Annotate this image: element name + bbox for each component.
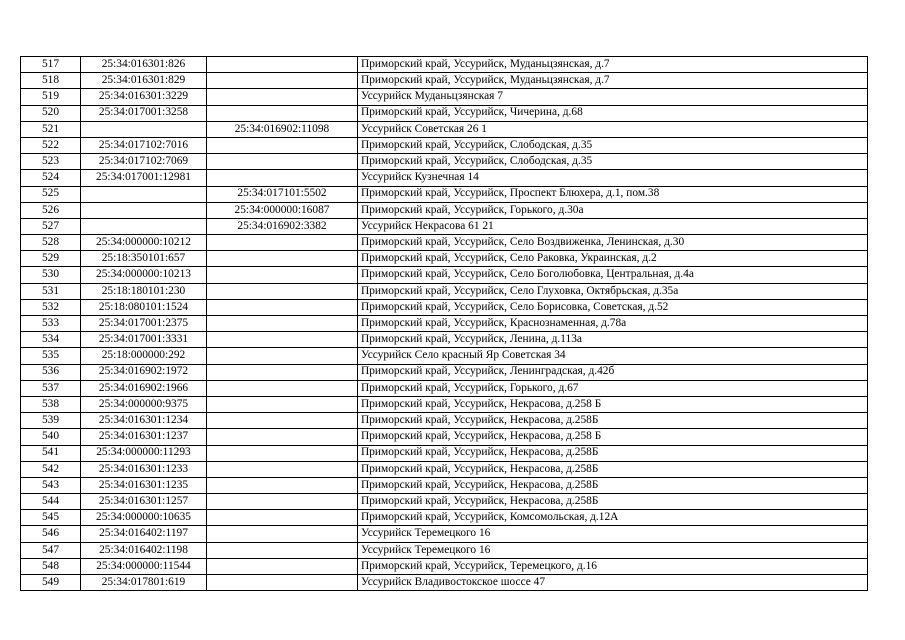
alt-cadastral-number-cell: 25:34:017101:5502: [207, 186, 358, 202]
alt-cadastral-number-cell: [207, 429, 358, 445]
table-row: [21, 494, 868, 510]
cadastral-number-cell: 25:34:000000:10213: [81, 267, 207, 283]
row-number-cell: 533: [21, 316, 81, 332]
address-cell: Приморский край, Уссурийск, Проспект Блюхера, д.1, пом.38: [358, 186, 868, 202]
cadastral-number-cell: 25:34:017001:3331: [81, 332, 207, 348]
alt-cadastral-number-cell: [207, 558, 358, 574]
cadastral-number-cell: 25:34:000000:9375: [81, 396, 207, 412]
cadastral-number-cell: 25:34:016301:1235: [81, 477, 207, 493]
table-row: [21, 348, 868, 364]
address-cell: Уссурийск Муданьцзянская 7: [358, 89, 868, 105]
address-cell: Уссурийск Кузнечная 14: [358, 170, 868, 186]
cadastral-number-cell: 25:34:016902:1966: [81, 380, 207, 396]
cadastral-number-cell: 25:34:000000:11544: [81, 558, 207, 574]
cadastral-number-cell: 25:34:017102:7016: [81, 137, 207, 153]
table-row: [21, 413, 868, 429]
alt-cadastral-number-cell: [207, 575, 358, 591]
table-row: [21, 526, 868, 542]
row-number-cell: 528: [21, 235, 81, 251]
table-row: [21, 251, 868, 267]
cadastral-number-cell: [81, 186, 207, 202]
address-cell: Приморский край, Уссурийск, Горького, д.30а: [358, 202, 868, 218]
address-cell: Приморский край, Уссурийск, Некрасова, д.258Б: [358, 445, 868, 461]
cadastral-number-cell: [81, 121, 207, 137]
table-row: [21, 154, 868, 170]
row-number-cell: 547: [21, 542, 81, 558]
table-row: [21, 575, 868, 591]
cadastral-number-cell: 25:34:000000:10635: [81, 510, 207, 526]
table-row: [21, 332, 868, 348]
address-cell: Приморский край, Уссурийск, Теремецкого, д.16: [358, 558, 868, 574]
row-number-cell: 544: [21, 494, 81, 510]
row-number-cell: 523: [21, 154, 81, 170]
table-row: [21, 299, 868, 315]
alt-cadastral-number-cell: [207, 170, 358, 186]
address-cell: Приморский край, Уссурийск, Село Боголюбовка, Центральная, д.4а: [358, 267, 868, 283]
table-row: [21, 218, 868, 234]
row-number-cell: 536: [21, 364, 81, 380]
address-cell: Приморский край, Уссурийск, Некрасова, д.258Б: [358, 477, 868, 493]
address-cell: Приморский край, Уссурийск, Некрасова, д.258Б: [358, 494, 868, 510]
table-row: [21, 316, 868, 332]
cadastral-number-cell: 25:34:017102:7069: [81, 154, 207, 170]
cadastral-number-cell: 25:18:080101:1524: [81, 299, 207, 315]
table-row: [21, 510, 868, 526]
address-cell: Приморский край, Уссурийск, Некрасова, д.258Б: [358, 413, 868, 429]
alt-cadastral-number-cell: [207, 494, 358, 510]
row-number-cell: 525: [21, 186, 81, 202]
alt-cadastral-number-cell: [207, 413, 358, 429]
cadastral-number-cell: 25:18:350101:657: [81, 251, 207, 267]
address-cell: Уссурийск Владивостокское шоссе 47: [358, 575, 868, 591]
row-number-cell: 541: [21, 445, 81, 461]
alt-cadastral-number-cell: [207, 105, 358, 121]
address-cell: Приморский край, Уссурийск, Некрасова, д.258Б: [358, 461, 868, 477]
address-cell: Приморский край, Уссурийск, Ленинградская, д.42б: [358, 364, 868, 380]
cadastral-number-cell: 25:18:000000:292: [81, 348, 207, 364]
address-cell: Приморский край, Уссурийск, Село Раковка, Украинская, д.2: [358, 251, 868, 267]
cadastral-number-cell: 25:34:016301:3229: [81, 89, 207, 105]
cadastral-number-cell: 25:34:017801:619: [81, 575, 207, 591]
address-cell: Приморский край, Уссурийск, Муданьцзянская, д.7: [358, 57, 868, 73]
address-cell: Уссурийск Некрасова 61 21: [358, 218, 868, 234]
cadastral-number-cell: 25:34:016301:1233: [81, 461, 207, 477]
cadastral-number-cell: 25:34:016301:1257: [81, 494, 207, 510]
row-number-cell: 526: [21, 202, 81, 218]
address-cell: Уссурийск Теремецкого 16: [358, 526, 868, 542]
cadastral-number-cell: [81, 202, 207, 218]
row-number-cell: 524: [21, 170, 81, 186]
row-number-cell: 532: [21, 299, 81, 315]
address-cell: Приморский край, Уссурийск, Слободская, д.35: [358, 154, 868, 170]
row-number-cell: 538: [21, 396, 81, 412]
table-row: [21, 542, 868, 558]
address-cell: Приморский край, Уссурийск, Село Борисовка, Советская, д.52: [358, 299, 868, 315]
row-number-cell: 521: [21, 121, 81, 137]
registry-table-body: [21, 57, 868, 591]
table-row: [21, 57, 868, 73]
row-number-cell: 522: [21, 137, 81, 153]
cadastral-number-cell: 25:34:016301:1234: [81, 413, 207, 429]
address-cell: Приморский край, Уссурийск, Краснознаменная, д.78а: [358, 316, 868, 332]
alt-cadastral-number-cell: [207, 526, 358, 542]
table-row: [21, 461, 868, 477]
alt-cadastral-number-cell: [207, 348, 358, 364]
alt-cadastral-number-cell: [207, 461, 358, 477]
cadastral-number-cell: 25:34:000000:10212: [81, 235, 207, 251]
address-cell: Уссурийск Советская 26 1: [358, 121, 868, 137]
cadastral-number-cell: 25:34:016402:1198: [81, 542, 207, 558]
cadastral-number-cell: 25:34:016402:1197: [81, 526, 207, 542]
alt-cadastral-number-cell: [207, 267, 358, 283]
alt-cadastral-number-cell: 25:34:016902:11098: [207, 121, 358, 137]
row-number-cell: 539: [21, 413, 81, 429]
alt-cadastral-number-cell: [207, 235, 358, 251]
row-number-cell: 540: [21, 429, 81, 445]
alt-cadastral-number-cell: [207, 299, 358, 315]
table-row: [21, 364, 868, 380]
alt-cadastral-number-cell: [207, 137, 358, 153]
address-cell: Приморский край, Уссурийск, Горького, д.67: [358, 380, 868, 396]
alt-cadastral-number-cell: [207, 477, 358, 493]
table-row: [21, 89, 868, 105]
cadastral-number-cell: 25:34:017001:3258: [81, 105, 207, 121]
table-row: [21, 121, 868, 137]
row-number-cell: 545: [21, 510, 81, 526]
address-cell: Приморский край, Уссурийск, Комсомольская, д.12А: [358, 510, 868, 526]
alt-cadastral-number-cell: [207, 73, 358, 89]
table-row: [21, 186, 868, 202]
table-row: [21, 558, 868, 574]
address-cell: Приморский край, Уссурийск, Село Воздвиженка, Ленинская, д.30: [358, 235, 868, 251]
table-row: [21, 105, 868, 121]
address-cell: Уссурийск Теремецкого 16: [358, 542, 868, 558]
alt-cadastral-number-cell: [207, 332, 358, 348]
alt-cadastral-number-cell: [207, 396, 358, 412]
alt-cadastral-number-cell: [207, 542, 358, 558]
cadastral-number-cell: 25:34:017001:2375: [81, 316, 207, 332]
cadastral-number-cell: 25:34:016301:1237: [81, 429, 207, 445]
row-number-cell: 529: [21, 251, 81, 267]
alt-cadastral-number-cell: [207, 380, 358, 396]
cadastral-number-cell: 25:34:016902:1972: [81, 364, 207, 380]
row-number-cell: 548: [21, 558, 81, 574]
row-number-cell: 546: [21, 526, 81, 542]
row-number-cell: 534: [21, 332, 81, 348]
address-cell: Приморский край, Уссурийск, Ленина, д.113а: [358, 332, 868, 348]
property-registry-table: [20, 56, 868, 591]
row-number-cell: 527: [21, 218, 81, 234]
row-number-cell: 520: [21, 105, 81, 121]
table-row: [21, 380, 868, 396]
alt-cadastral-number-cell: [207, 510, 358, 526]
address-cell: Приморский край, Уссурийск, Слободская, д.35: [358, 137, 868, 153]
table-row: [21, 477, 868, 493]
table-row: [21, 396, 868, 412]
cadastral-number-cell: 25:34:017001:12981: [81, 170, 207, 186]
alt-cadastral-number-cell: [207, 316, 358, 332]
address-cell: Приморский край, Уссурийск, Чичерина, д.68: [358, 105, 868, 121]
alt-cadastral-number-cell: [207, 251, 358, 267]
row-number-cell: 517: [21, 57, 81, 73]
cadastral-number-cell: 25:18:180101:230: [81, 283, 207, 299]
table-row: [21, 283, 868, 299]
alt-cadastral-number-cell: [207, 57, 358, 73]
table-row: [21, 170, 868, 186]
table-row: [21, 429, 868, 445]
alt-cadastral-number-cell: 25:34:016902:3382: [207, 218, 358, 234]
table-row: [21, 445, 868, 461]
row-number-cell: 549: [21, 575, 81, 591]
row-number-cell: 519: [21, 89, 81, 105]
alt-cadastral-number-cell: 25:34:000000:16087: [207, 202, 358, 218]
table-row: [21, 137, 868, 153]
row-number-cell: 537: [21, 380, 81, 396]
address-cell: Приморский край, Уссурийск, Некрасова, д.258 Б: [358, 429, 868, 445]
cadastral-number-cell: [81, 218, 207, 234]
row-number-cell: 543: [21, 477, 81, 493]
row-number-cell: 518: [21, 73, 81, 89]
address-cell: Приморский край, Уссурийск, Муданьцзянская, д.7: [358, 73, 868, 89]
address-cell: Уссурийск Село красный Яр Советская 34: [358, 348, 868, 364]
address-cell: Приморский край, Уссурийск, Село Глуховка, Октябрьская, д.35а: [358, 283, 868, 299]
row-number-cell: 531: [21, 283, 81, 299]
row-number-cell: 542: [21, 461, 81, 477]
table-row: [21, 73, 868, 89]
alt-cadastral-number-cell: [207, 154, 358, 170]
alt-cadastral-number-cell: [207, 283, 358, 299]
cadastral-number-cell: 25:34:016301:826: [81, 57, 207, 73]
alt-cadastral-number-cell: [207, 445, 358, 461]
cadastral-number-cell: 25:34:016301:829: [81, 73, 207, 89]
alt-cadastral-number-cell: [207, 364, 358, 380]
alt-cadastral-number-cell: [207, 89, 358, 105]
row-number-cell: 535: [21, 348, 81, 364]
table-row: [21, 235, 868, 251]
row-number-cell: 530: [21, 267, 81, 283]
cadastral-number-cell: 25:34:000000:11293: [81, 445, 207, 461]
table-row: [21, 267, 868, 283]
address-cell: Приморский край, Уссурийск, Некрасова, д.258 Б: [358, 396, 868, 412]
table-row: [21, 202, 868, 218]
